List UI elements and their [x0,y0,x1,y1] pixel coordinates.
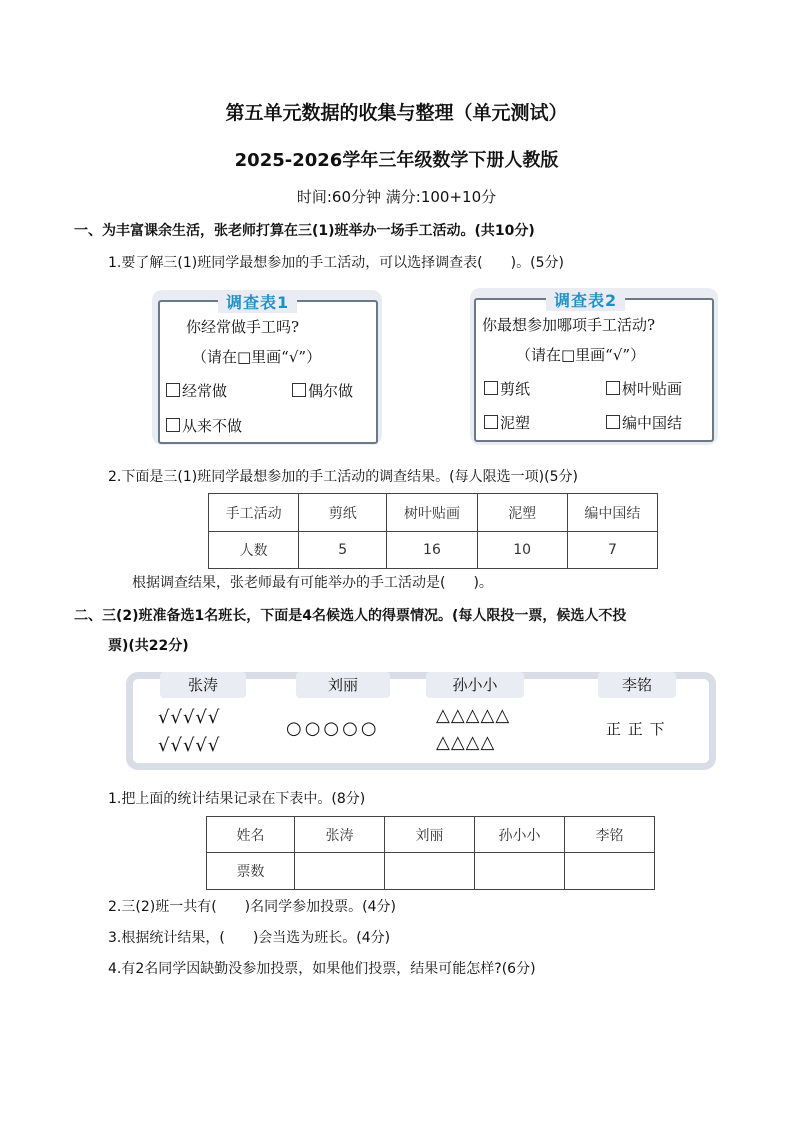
section2-question1: 1.把上面的统计结果记录在下表中。(8分) [108,791,366,807]
survey2-hint: （请在□里画“√”） [516,346,646,364]
table-cell: 树叶贴画 [387,494,477,532]
table-cell: 人数 [209,532,299,569]
table-header-row [209,494,658,532]
survey1-hint: （请在□里画“√”） [192,348,322,366]
vote-tally: 正 正 下 [606,720,666,738]
candidate-name-tab: 李铭 [598,672,676,698]
section2-heading: 二、三(2)班准备选1名班长，下面是4名候选人的得票情况。(每人限投一票，候选人不投 [74,608,627,624]
vote-tally: ○○○○○ [286,718,380,739]
survey2-question: 你最想参加哪项手工活动? [482,316,656,334]
activity-survey-table [208,493,658,569]
answer-cell[interactable] [385,853,475,890]
answer-cell[interactable] [295,853,385,890]
checkbox-icon [166,418,180,432]
section2-question4: 4.有2名同学因缺勤没参加投票，如果他们投票，结果可能怎样?(6分) [108,961,536,977]
section2-heading-cont: 票)(共22分) [108,638,189,654]
table-cell: 张涛 [295,817,385,853]
table-cell: 姓名 [207,817,295,853]
survey-card-1 [152,290,382,445]
survey-card-2 [470,288,718,445]
survey2-option: 剪纸 [484,378,530,399]
table-cell: 编中国结 [567,494,657,532]
table-cell: 7 [567,532,657,569]
survey2-option: 编中国结 [606,412,682,433]
vote-tally: △△△△△ [436,705,511,726]
table-row [209,532,658,569]
page-title: 第五单元数据的收集与整理（单元测试） [225,102,568,124]
survey1-option: 经常做 [166,380,227,401]
table-cell: 票数 [207,853,295,890]
vote-tally: √√√√√ [158,707,221,728]
exam-meta: 时间:60分钟 满分:100+10分 [296,188,497,206]
checkbox-icon [484,381,498,395]
checkbox-icon [166,383,180,397]
table-cell: 孙小小 [474,817,564,853]
candidate-name-tab: 张涛 [160,672,246,698]
checkbox-icon [606,415,620,429]
table-cell: 10 [477,532,567,569]
section1-heading: 一、为丰富课余生活，张老师打算在三(1)班举办一场手工活动。(共10分) [74,223,535,239]
checkbox-icon [292,383,306,397]
section2-question3: 3.根据统计结果，( )会当选为班长。(4分) [108,930,391,946]
vote-tally: △△△△ [436,732,496,753]
survey2-option: 树叶贴画 [606,378,682,399]
table-cell: 泥塑 [477,494,567,532]
section1-question1: 1.要了解三(1)班同学最想参加的手工活动，可以选择调查表( )。(5分) [108,255,564,271]
section1-question2-followup: 根据调查结果，张老师最有可能举办的手工活动是( )。 [132,575,493,591]
vote-record-table [206,816,655,890]
candidate-name-tab: 孙小小 [426,672,524,698]
candidate-name-tab: 刘丽 [296,672,390,698]
survey1-option: 从来不做 [166,415,242,436]
table-cell: 5 [299,532,387,569]
section1-question2: 2.下面是三(1)班同学最想参加的手工活动的调查结果。(每人限选一项)(5分) [108,469,578,485]
table-cell: 刘丽 [385,817,475,853]
table-cell: 李铭 [564,817,654,853]
table-cell: 剪纸 [299,494,387,532]
survey1-option: 偶尔做 [292,380,353,401]
answer-cell[interactable] [474,853,564,890]
survey2-option: 泥塑 [484,412,530,433]
table-cell: 手工活动 [209,494,299,532]
survey1-question: 你经常做手工吗? [186,318,300,336]
table-cell: 16 [387,532,477,569]
table-header-row [207,817,655,853]
section2-question2: 2.三(2)班一共有( )名同学参加投票。(4分) [108,899,396,915]
checkbox-icon [484,415,498,429]
answer-cell[interactable] [564,853,654,890]
checkbox-icon [606,381,620,395]
vote-tally: √√√√√ [158,735,221,756]
page-subtitle: 2025-2026学年三年级数学下册人教版 [234,150,559,171]
table-row [207,853,655,890]
survey2-tag: 调查表2 [546,288,625,311]
survey1-tag: 调查表1 [218,290,297,313]
